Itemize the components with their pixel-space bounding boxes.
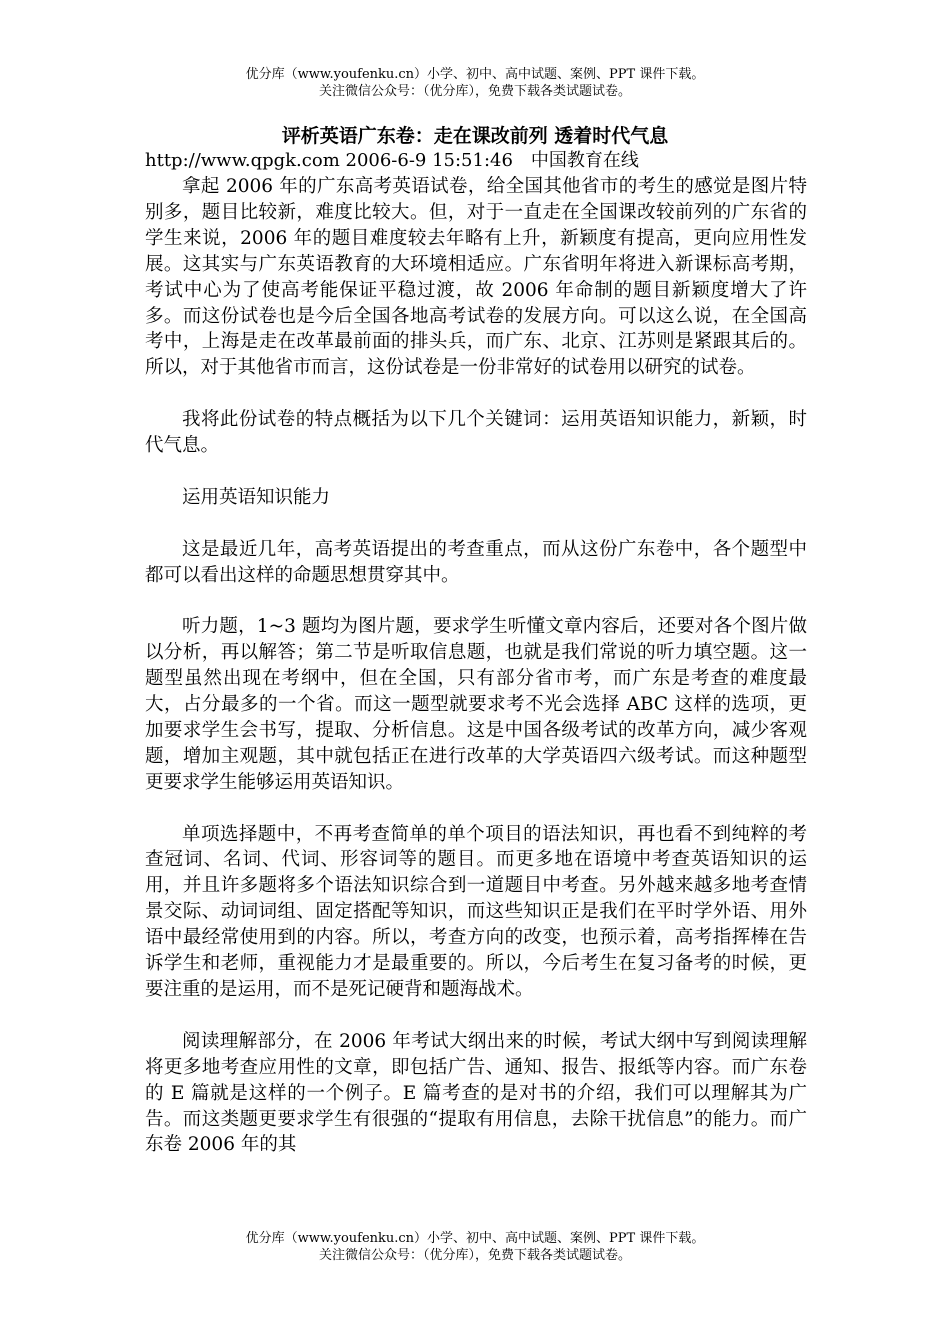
paragraph: 拿起 2006 年的广东高考英语试卷，给全国其他省市的考生的感觉是图片特别多，题目比较新，难度比较大。但，对于一直走在全国课改较前列的广东省的学生来说，2006 年的题目难度较去年略有上升，新颖度有提高，更向应用性发展。这其实与广东英语教育的大环境相适应。广东省明年将进入新课标高考期，考试中心为了使高考能保证平稳过渡，故 2006 年命制的题目新颖度增大了许多。而这份试卷也是今后全国各地高考试卷的发展方向。可以这么说，在全国高考中，上海是走在改革最前面的排头兵，而广东、北京、江苏则是紧跟其后的。所以，对于其他省市而言，这份试卷是一份非常好的试卷用以研究的试卷。 — [145, 176, 807, 379]
section-heading: 运用英语知识能力 — [182, 486, 331, 508]
paragraph: 听力题，1~3 题均为图片题，要求学生听懂文章内容后，还要对各个图片做以分析，再以解答；第二节是听取信息题，也就是我们常说的听力填空题。这一题型虽然出现在考纲中，但在全国，只有部分省市考，而广东是考查的难度最大，占分最多的一个省。而这一题型就要求考不光会选择 ABC 这样的选项，更加要求学生会书写，提取、分析信息。这是中国各级考试的改革方向，减少客观题，增加主观题，其中就包括正在进行改革的大学英语四六级考试。而这种题型更要求学生能够运用英语知识。 — [145, 616, 807, 793]
paragraph: 单项选择题中，不再考查简单的单个项目的语法知识，再也看不到纯粹的考查冠词、名词、代词、形容词等的题目。而更多地在语境中考查英语知识的运用，并且许多题将多个语法知识综合到一道题目中考查。另外越来越多地考查情景交际、动词词组、固定搭配等知识，而这些知识正是我们在平时学外语、用外语中最经常使用到的内容。所以，考查方向的改变，也预示着，高考指挥棒在告诉学生和老师，重视能力才是最重要的。所以，今后考生在复习备考的时候，更要注重的是运用，而不是死记硬背和题海战术。 — [145, 823, 807, 1001]
page-header — [0, 66, 950, 100]
paragraph: 这是最近几年，高考英语提出的考查重点，而从这份广东卷中，各个题型中都可以看出这样的命题思想贯穿其中。 — [145, 538, 807, 586]
header-line-2: 关注微信公众号：（优分库），免费下载各类试题试卷。 — [318, 84, 631, 99]
footer-line-2: 关注微信公众号：（优分库），免费下载各类试题试卷。 — [318, 1248, 631, 1263]
paragraph: 阅读理解部分，在 2006 年考试大纲出来的时候，考试大纲中写到阅读理解将更多地考查应用性的文章，即包括广告、通知、报告、报纸等内容。而广东卷的 E 篇就是这样的一个例子。E 篇考查的是对书的介绍，我们可以理解其为广告。而这类题更要求学生有很强的“提取有用信息，去除干扰信息”的能力。而广东卷 2006 年的其 — [145, 1030, 807, 1156]
page-footer — [0, 1230, 950, 1264]
footer-line-1: 优分库（www.youfenku.cn）小学、初中、高中试题、案例、PPT 课件下载。 — [245, 1231, 705, 1246]
paragraph: 我将此份试卷的特点概括为以下几个关键词：运用英语知识能力，新颖，时代气息。 — [145, 409, 807, 457]
article-source: http://www.qpgk.com 2006-6-9 15:51:46 中国教育在线 — [145, 150, 639, 171]
article-body — [145, 174, 807, 1158]
header-line-1: 优分库（www.youfenku.cn）小学、初中、高中试题、案例、PPT 课件下载。 — [245, 67, 705, 82]
article-title: 评析英语广东卷：走在课改前列 透着时代气息 — [281, 125, 669, 147]
